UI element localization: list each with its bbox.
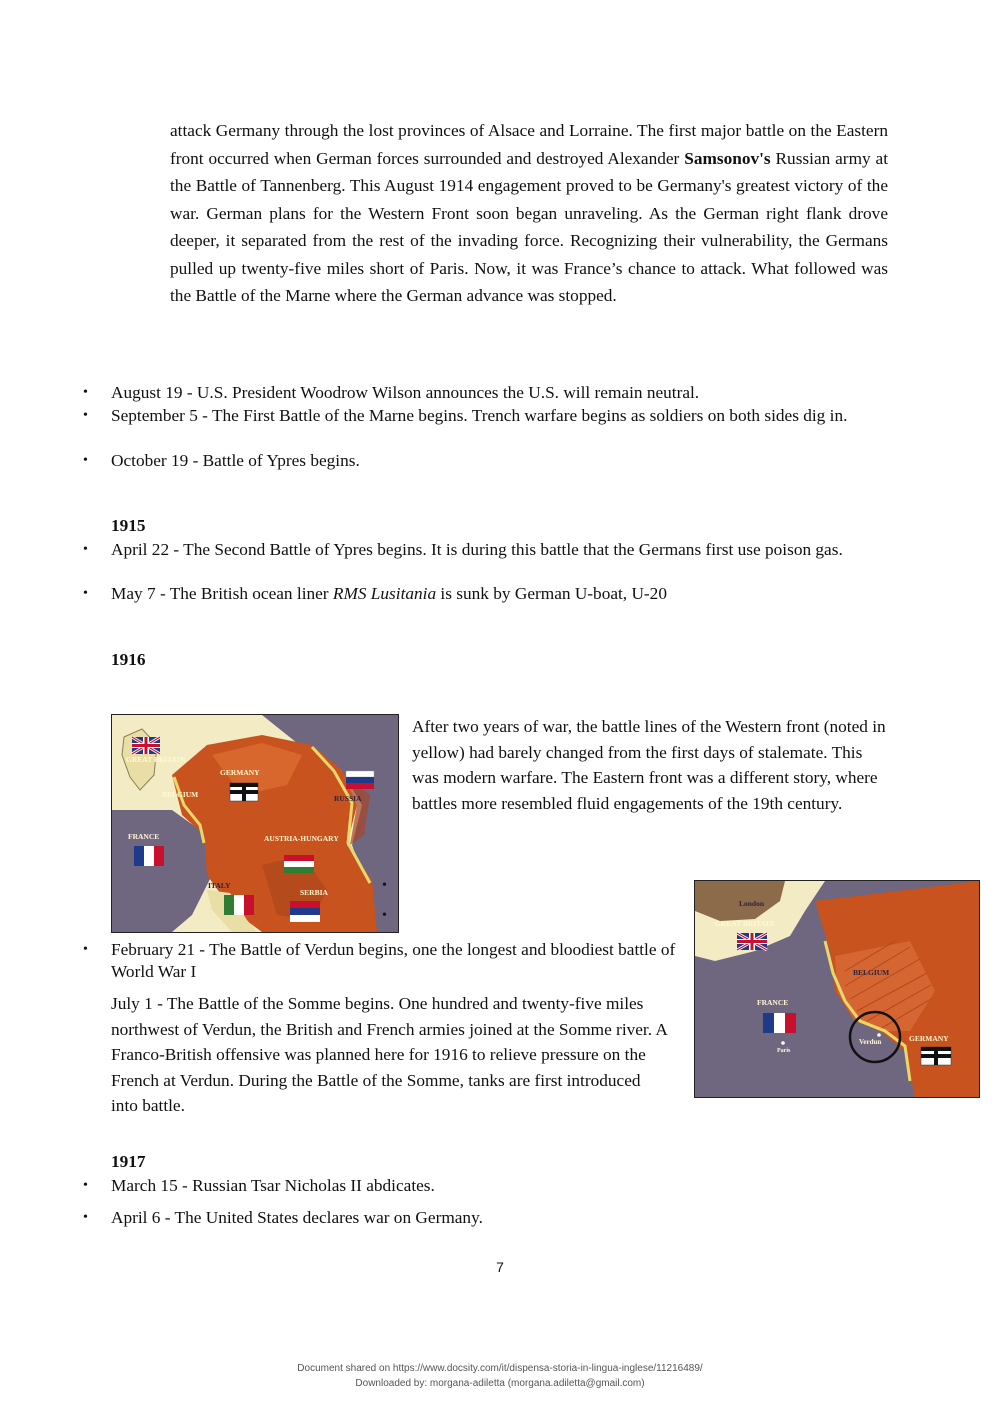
verdun-map [694, 880, 980, 1098]
event-1917-apr6: • April 6 - The United States declares war on Germany. [83, 1208, 483, 1227]
map1-label-france: FRANCE [128, 832, 160, 841]
bullet-icon: • [83, 942, 88, 957]
year-heading-1917: 1917 [111, 1152, 146, 1171]
intro-text-2: Russian army at the Battle of Tannenberg. This August 1914 engagement proved to be Germany's greatest victory of the war. German plans for the Western Front soon began unraveling. As the German right flank drove deeper, it separated from the rest of the invading force. Recognizing their vulnerability, the Germans pulled up twenty-five miles short of Paris. Now, it was France’s chance to attack. What followed was the Battle of the Marne where the German advance was stopped. [170, 148, 889, 305]
intro-paragraph [170, 117, 888, 310]
event-1915-may7: • May 7 - The British ocean liner RMS Lusitania is sunk by German U-boat, U-20 [83, 584, 667, 603]
map2-label-paris: Paris [777, 1048, 791, 1054]
europe-1916-map [111, 714, 399, 933]
map1-label-italy: ITALY [208, 881, 231, 890]
footer-downloaded-by: Downloaded by: morgana-adiletta (morgana.adiletta@gmail.com) [355, 1378, 645, 1389]
footer-source-link[interactable]: Document shared on https://www.docsity.com/it/dispensa-storia-in-lingua-inglese/11216489/ [297, 1363, 703, 1374]
bullet-icon: • [83, 453, 88, 468]
map1-label-germany: GERMANY [220, 768, 260, 777]
europe-map-graphic [112, 715, 398, 932]
event-1917-mar15: • March 15 - Russian Tsar Nicholas II abdicates. [83, 1176, 435, 1195]
event-1914-sep5: • September 5 - The First Battle of the Marne begins. Trench warfare begins as soldiers on both sides dig in. [83, 406, 848, 425]
event-1916-feb21: • February 21 - The Battle of Verdun begins, one the longest and bloodiest battle of World War I [83, 940, 676, 981]
map1-caption: After two years of war, the battle lines of the Western front (noted in yellow) had barely changed from the first days of stalemate. This was modern warfare. The Eastern front was a different story, where battles more resembled fluid engagements of the 19th century. [412, 717, 886, 813]
map2-label-london: London [739, 899, 765, 908]
year-heading-1916: 1916 [111, 650, 146, 669]
map2-label-verdun: Verdun [859, 1038, 882, 1046]
intro-text-1: attack Germany through the lost provinces of Alsace and Lorraine. The first major battle on the Eastern front occurred when German forces surrounded and destroyed Alexander [170, 121, 888, 168]
bullet-icon: • [83, 542, 88, 557]
event-1915-apr22: • April 22 - The Second Battle of Ypres begins. It is during this battle that the Germans first use poison gas. [83, 540, 843, 559]
footer [0, 1361, 1000, 1391]
map2-label-belgium: BELGIUM [853, 968, 890, 977]
map1-label-gb: GREAT BRITAIN [126, 755, 186, 764]
bullet-icon: • [83, 1178, 88, 1193]
bullet-icon: • [83, 385, 88, 400]
intro-bold-name: Samsonov's [684, 148, 771, 168]
map1-label-russia: RUSSIA [334, 794, 362, 803]
event-1916-jul1: July 1 - The Battle of the Somme begins. One hundred and twenty-five miles northwest of Verdun, the British and French armies joined at the Somme river. A Franco-British offensive was planned here for 1916 to relieve pressure on the French at Verdun. During the Battle of the Somme, tanks are first introduced into battle. [111, 994, 667, 1115]
map1-label-austria: AUSTRIA-HUNGARY [264, 834, 339, 843]
map2-label-germany: GERMANY [909, 1034, 949, 1043]
map2-label-gb: GREAT BRITAIN [715, 919, 775, 928]
event-1914-oct19: • October 19 - Battle of Ypres begins. [83, 451, 360, 470]
bullet-icon: • [83, 1210, 88, 1225]
year-heading-1915: 1915 [111, 516, 146, 535]
bullet-icon: • [382, 908, 387, 923]
map2-label-france: FRANCE [757, 998, 789, 1007]
bullet-icon: • [382, 878, 387, 893]
ship-name: RMS Lusitania [332, 584, 437, 603]
bullet-icon: • [83, 586, 88, 601]
event-1914-aug19: • August 19 - U.S. President Woodrow Wilson announces the U.S. will remain neutral. [83, 383, 700, 402]
page-number: 7 [496, 1259, 504, 1275]
map1-label-serbia: SERBIA [300, 888, 328, 897]
verdun-map-graphic [695, 881, 979, 1097]
map1-label-belgium: BELGIUM [162, 790, 199, 799]
bullet-icon: • [83, 408, 88, 423]
